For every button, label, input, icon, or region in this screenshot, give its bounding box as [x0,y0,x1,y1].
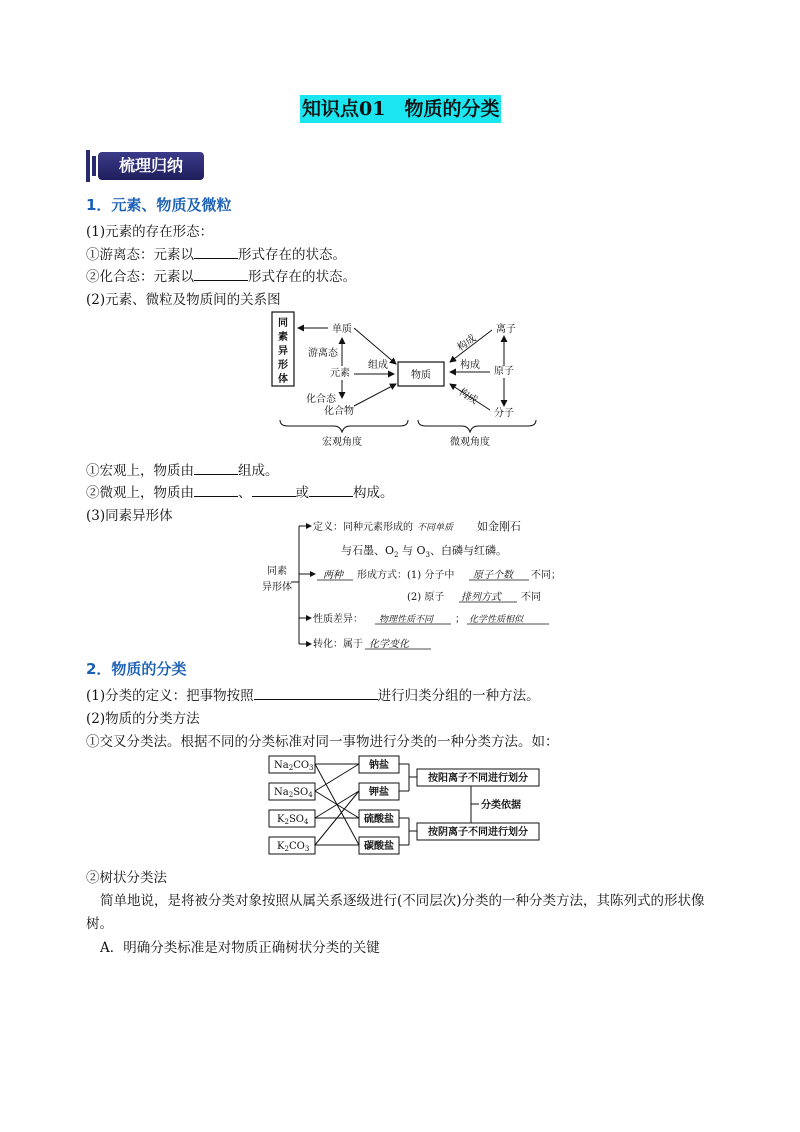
fill-blank [194,482,238,497]
text: 形式存在的状态。 [238,247,346,263]
allotrope-char: 素 [278,332,288,343]
matter-label: 物质 [411,370,431,381]
text: ②微观上，物质由 [86,485,194,501]
arrow [354,328,396,364]
text: ②化合态：元素以 [86,269,194,285]
free-state-label: 游离态 [308,348,338,359]
simple-substance-label: 单质 [332,324,352,335]
salt-formula: $K_2SO_4$ [277,814,309,826]
construct-label: 构成 [460,360,480,371]
paragraph: ①交叉分类法。根据不同的分类标准对同一事物进行分类的一种分类方法。如： [86,734,559,750]
allotrope-diagram [255,518,565,653]
fill-blank [194,460,238,475]
badge-label: 梳理归纳 [98,152,204,180]
text: 构成。 [353,485,394,501]
text: 组成。 [238,463,279,479]
paragraph: A．明确分类标准是对物质正确树状分类的关键 [100,940,380,956]
formation-text: (2) 原子 [407,592,445,603]
paragraph: (3)同素异形体 [86,508,173,524]
page-title: 知识点01 物质的分类 [300,95,501,123]
brace [418,420,536,432]
fill-blank [309,482,353,497]
macro-label: 宏观角度 [322,437,362,448]
basis-label: 分类依据 [481,800,521,811]
paragraph [86,481,394,501]
salt-formula: $K_2CO_3$ [277,841,310,853]
brace [280,420,408,432]
basis-anion: 按阴离子不同进行划分 [428,827,528,838]
fill-blank [254,685,378,700]
paragraph: 树。 [86,916,113,932]
allotrope-char: 形 [278,360,288,371]
badge-bar-inner [92,156,96,176]
combined-state-label: 化合态 [306,394,336,405]
allotrope-char: 同 [278,318,288,329]
salt-formula: $Na_2SO_4$ [274,787,313,799]
ion-label: 离子 [496,324,516,335]
paragraph [86,684,540,704]
arrow [354,384,396,406]
basis-cation: 按阳离子不同进行划分 [428,773,528,784]
fill-blank [252,482,296,497]
category-label: 钠盐 [369,760,389,771]
text: 进行归类分组的一种方法。 [377,688,540,704]
transformation-text: 转化：属于 [313,639,363,650]
paragraph [86,265,356,285]
definition-example: 如金刚石 [477,520,521,533]
micro-label: 微观角度 [450,437,490,448]
text: ①游离态：元素以 [86,247,194,263]
salt-formula: $Na_2CO_3$ [274,760,314,772]
construct-label: 构成 [455,333,479,354]
text: 形式存在的状态。 [248,269,356,285]
property-text: 性质差异： [313,614,363,625]
category-label: 碳酸盐 [364,841,394,852]
category-label: 硫酸盐 [364,814,394,825]
handwritten-answer: 化学变化 [369,639,409,650]
formation-end: 不同； [531,570,561,581]
paragraph [86,243,346,263]
fill-blank [194,244,238,259]
handwritten-answer: 不同单质 [417,523,454,533]
formation-text: 形成方式：(1) 分子中 [357,570,455,581]
text: ①宏观上，物质由 [86,463,194,479]
definition-examples: 与石墨、$O_2$ 与 $O_3$、白磷与红磷。 [341,544,507,559]
construct-label: 构成 [456,386,480,407]
cross-classification-diagram [265,752,555,860]
paragraph: (2)物质的分类方法 [86,711,200,727]
text: 或 [295,485,309,501]
atom-label: 原子 [494,366,514,377]
compose-label: 组成 [368,360,388,371]
paragraph [86,459,279,479]
text: 、 [238,485,252,501]
definition-text: 定义：同种元素形成的 [313,522,413,533]
text: (1)分类的定义：把事物按照 [86,688,254,704]
compound-label: 化合物 [324,406,354,417]
allotrope-char: 异 [278,346,288,357]
allotrope-char: 体 [278,374,288,385]
paragraph: (2)元素、微粒及物质间的关系图 [86,292,281,308]
handwritten-answer: 排列方式 [461,592,501,603]
formation-end: 不同 [521,592,541,603]
handwritten-answer: 原子个数 [473,570,513,581]
link-line [315,764,359,791]
root-label: 同素 [267,566,287,577]
relation-diagram [260,308,560,453]
handwritten-answer: 物理性质不同 [379,615,434,625]
molecule-label: 分子 [494,408,514,419]
root-label: 异形体 [262,582,292,593]
section-2-heading: 2．物质的分类 [86,660,187,678]
handwritten-answer: 化学性质相似 [469,615,524,625]
paragraph: (1)元素的存在形态： [86,224,214,240]
paragraph: 简单地说，是将被分类对象按照从属关系逐级进行(不同层次)分类的一种分类方法，其陈列式的形状像 [100,893,705,909]
badge-bar [86,150,90,182]
handwritten-answer: 两种 [323,570,343,581]
section-1-heading: 1．元素、物质及微粒 [86,196,232,214]
element-label: 元素 [330,368,350,379]
section-badge [86,150,204,182]
category-label: 钾盐 [369,787,389,798]
paragraph: ②树状分类法 [86,870,167,886]
separator: ； [455,614,465,625]
fill-blank [194,266,248,281]
